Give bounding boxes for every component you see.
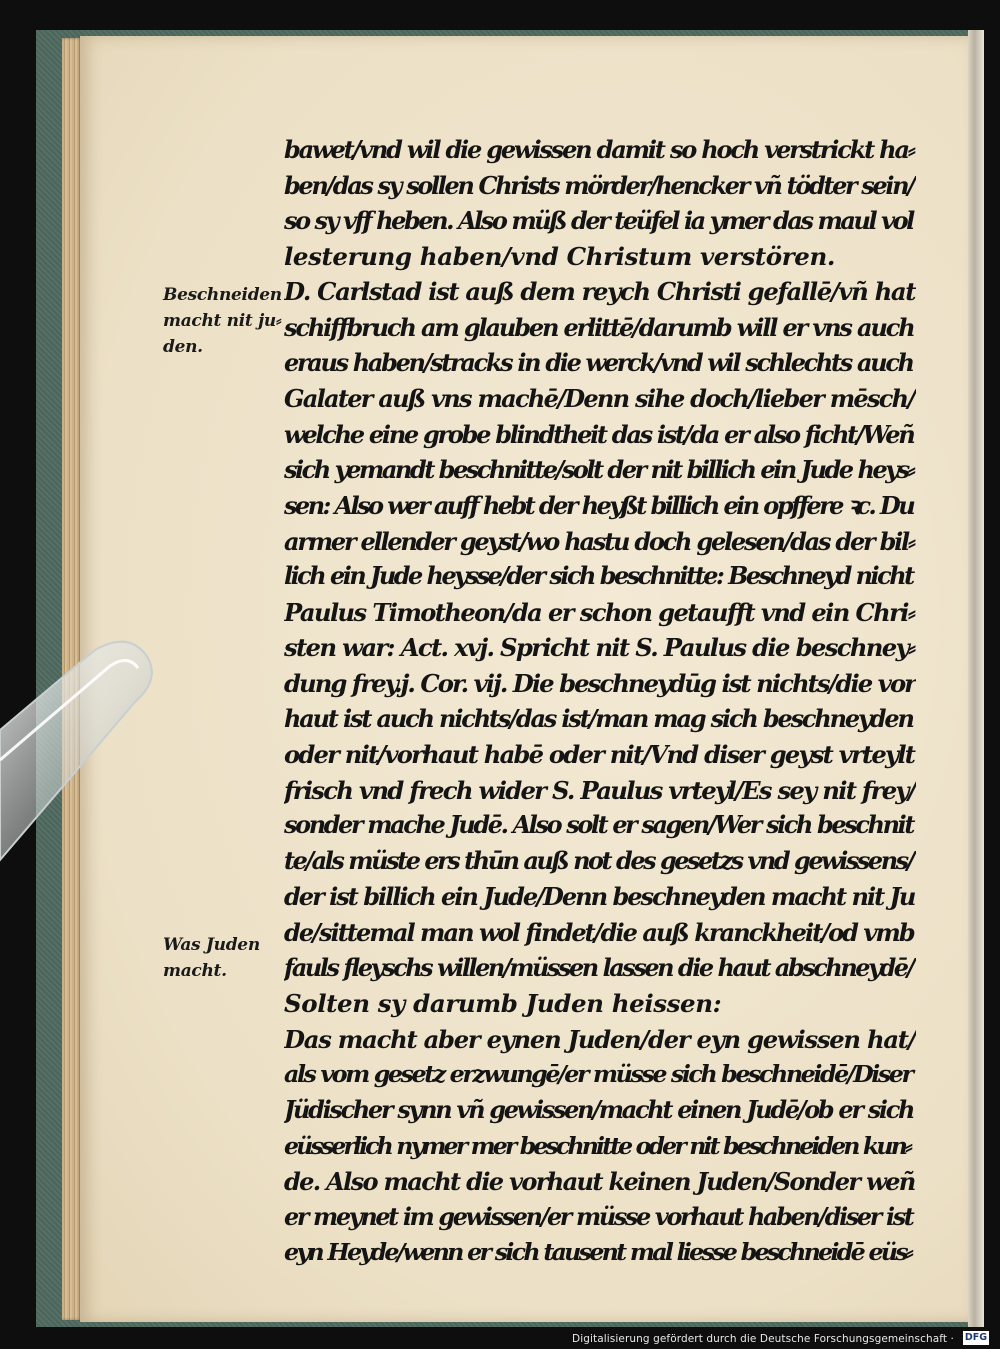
text-line: bawet/vnd wil die gewissen damit so hoch verstrickt ha⸗ — [284, 135, 914, 164]
text-line: eraus haben/stracks in die werck/vnd wil schlechts auch — [284, 348, 913, 377]
text-line: te/als müste ers thūn auß not des gesetzs vnd gewissens/ — [284, 846, 913, 875]
text-line: so sy vff heben. Also müß der teüfel ia ymer das maul vol — [284, 206, 913, 236]
text-line: de. Also macht die vorhaut keinen Juden/Sonder weñ — [284, 1167, 915, 1197]
text-line: D. Carlstad ist auß dem reych Christi gefallē/vñ hat — [284, 277, 916, 307]
show-through-ghost-text — [178, 482, 248, 522]
page-clip-holder — [0, 640, 200, 900]
text-line: ben/das sy sollen Christs mörder/hencker vñ tödter sein/ — [284, 170, 914, 200]
text-line: armer ellender geyst/wo hastu doch gelesen/das der bil⸗ — [284, 526, 914, 556]
text-line: sen: Also wer auff hebt der heyßt billich ein opffere ꝛc. Du — [284, 490, 914, 520]
marginal-note-beschneiden — [163, 282, 283, 360]
book-gutter — [968, 30, 984, 1327]
text-line: sich yemandt beschnitte/solt der nit billich ein Jude heys⸗ — [284, 455, 914, 485]
marginal-note-was-juden — [163, 932, 283, 984]
text-line: sonder mache Judē. Also solt er sagen/Wer sich beschnit — [284, 811, 914, 840]
text-line: eyn Heyde/wenn er sich tausent mal liesse beschneidē eüs⸗ — [284, 1238, 912, 1267]
marginal-line: Beschneiden — [163, 285, 282, 305]
text-line: lesterung haben/vnd Christum verstören. — [284, 241, 835, 271]
text-line: de/sittemal man wol findet/die auß kranckheit/od vmb — [284, 918, 914, 948]
marginal-line: macht nit ju⸗ — [163, 311, 282, 331]
text-line: sten war: Act. xvj. Spricht nit S. Paulus die beschney⸗ — [284, 633, 915, 663]
text-line: schiffbruch am glauben erlittē/darumb will er vns auch — [284, 312, 914, 342]
text-line: fauls fleyschs willen/müssen lassen die haut abschneydē/ — [284, 953, 913, 982]
text-line: Galater auß vns machē/Denn sihe doch/lieber mēsch/ — [284, 384, 915, 414]
main-text-block — [284, 132, 916, 1271]
footer-funding-note: Digitalisierung gefördert durch die Deutsche Forschungsgemeinschaft · — [572, 1333, 954, 1345]
text-line: dung frey.j. Cor. vij. Die beschneydūg ist nichts/die vor — [284, 668, 916, 698]
text-line: Paulus Timotheon/da er schon getaufft vnd ein Chri⸗ — [284, 597, 915, 627]
text-line: Solten sy darumb Juden heissen: — [284, 989, 722, 1019]
text-line: der ist billich ein Jude/Denn beschneyden macht nit Ju — [284, 882, 915, 912]
text-line: als vom gesetz erzwungē/er müsse sich beschneidē/Diser — [284, 1060, 912, 1089]
dfg-logo: DFG — [964, 1332, 988, 1343]
marginal-line: den. — [163, 337, 203, 357]
marginal-line: Was Juden — [163, 935, 260, 955]
text-line: lich ein Jude heysse/der sich beschnitte: Beschneyd nicht — [284, 562, 913, 591]
text-line: Jüdischer synn vñ gewissen/macht einen Judē/ob er sich — [284, 1096, 914, 1125]
marginal-line: macht. — [163, 961, 227, 981]
text-line: frisch vnd frech wider S. Paulus vrteyl/Es sey nit frey/ — [284, 775, 915, 805]
text-line: er meynet im gewissen/er müsse vorhaut haben/diser ist — [284, 1202, 913, 1231]
text-line: haut ist auch nichts/das ist/man mag sich beschneyden — [284, 704, 913, 733]
text-line: eüsserlich nymer mer beschnitte oder nit beschneiden kun⸗ — [284, 1131, 910, 1160]
text-line: oder nit/vorhaut habē oder nit/Vnd diser geyst vrteylt — [284, 740, 915, 770]
text-line: welche eine grobe blindtheit das ist/da er also ficht/Weñ — [284, 419, 914, 449]
text-line: Das macht aber eynen Juden/der eyn gewissen hat/ — [284, 1024, 916, 1054]
